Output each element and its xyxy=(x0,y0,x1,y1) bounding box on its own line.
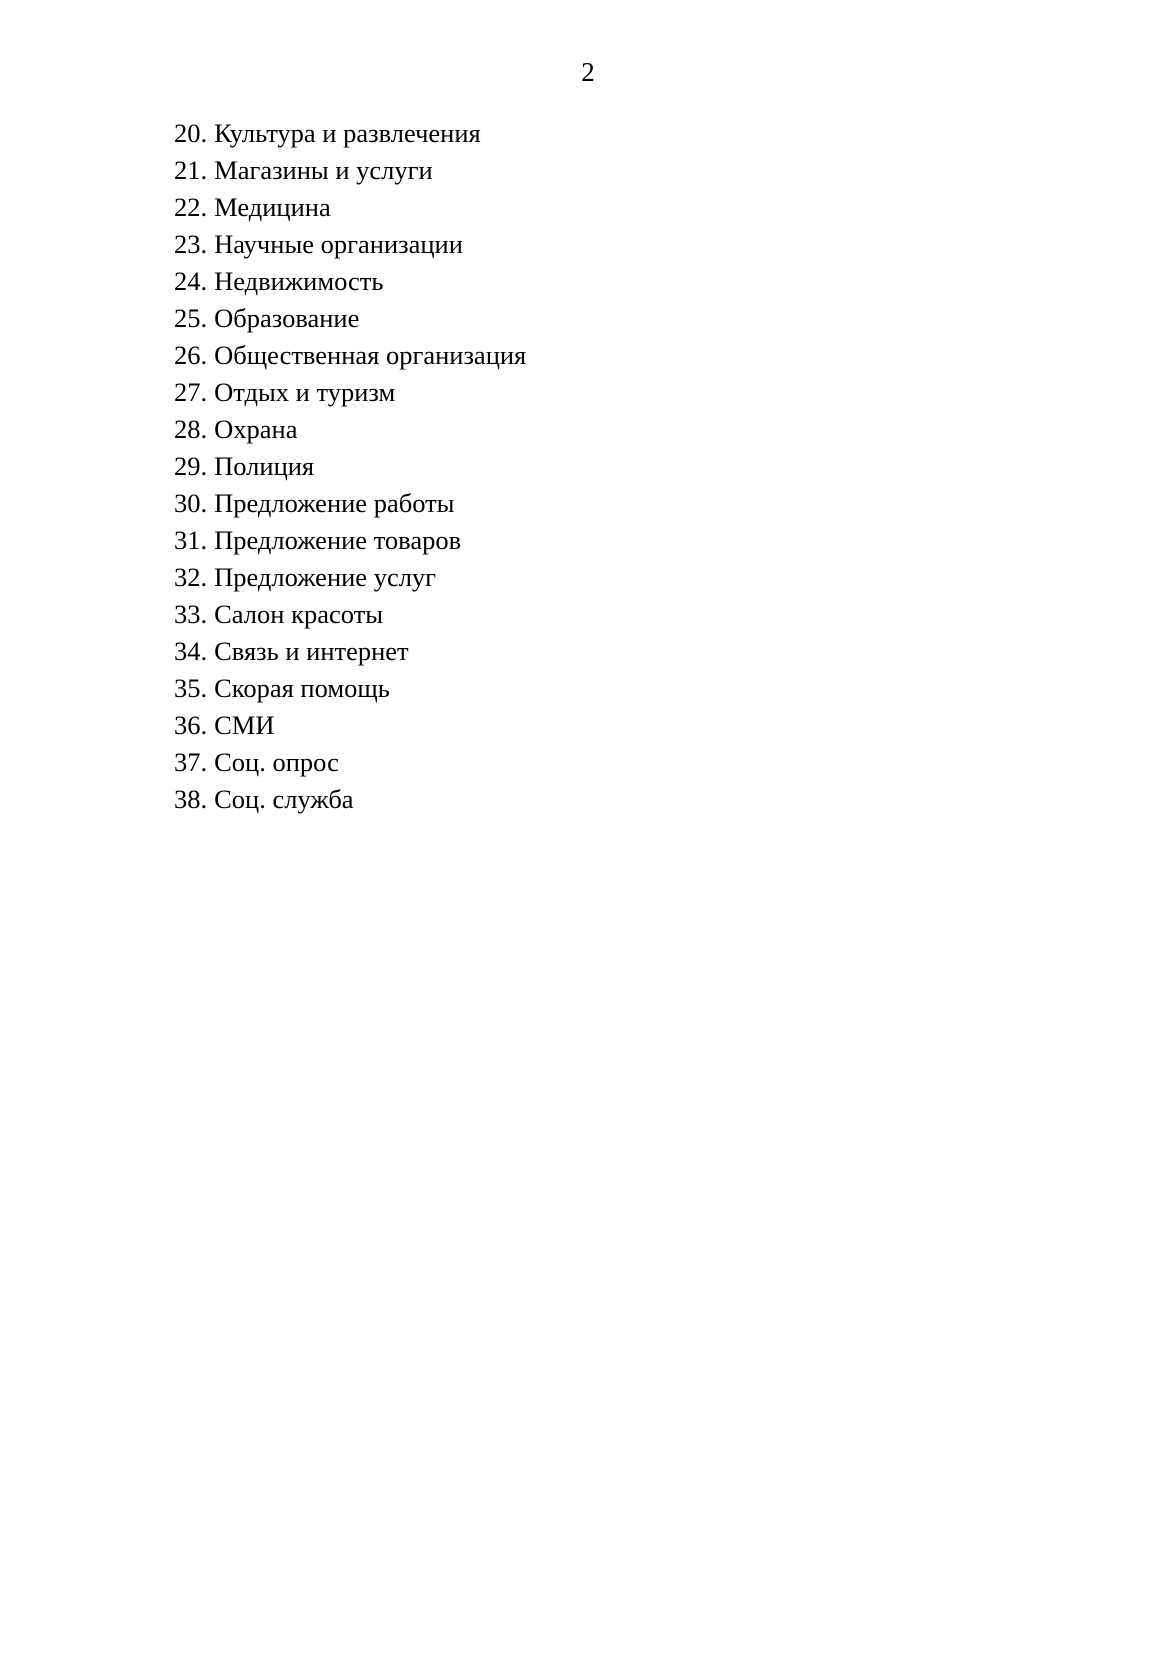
list-item-text: Салон красоты xyxy=(214,599,384,629)
list-item-number: 34. xyxy=(174,636,208,666)
list-item-number: 24. xyxy=(174,266,208,296)
list-item-text: Скорая помощь xyxy=(214,673,390,703)
list-item-number: 21. xyxy=(174,155,208,185)
list-item-number: 31. xyxy=(174,525,208,555)
list-item-text: Предложение товаров xyxy=(214,525,462,555)
list-item xyxy=(174,337,526,374)
list-item-text: Образование xyxy=(214,303,360,333)
list-item-text: Недвижимость xyxy=(214,266,384,296)
list-item xyxy=(174,744,526,781)
list-item xyxy=(174,633,526,670)
list-item xyxy=(174,152,526,189)
list-item-text: Научные организации xyxy=(214,229,463,259)
numbered-list xyxy=(174,115,526,818)
list-item xyxy=(174,189,526,226)
list-item-number: 23. xyxy=(174,229,208,259)
list-item xyxy=(174,522,526,559)
list-item-number: 27. xyxy=(174,377,208,407)
list-item-text: Охрана xyxy=(214,414,298,444)
list-item-text: Общественная организация xyxy=(214,340,527,370)
list-item xyxy=(174,781,526,818)
list-item-number: 30. xyxy=(174,488,208,518)
list-item xyxy=(174,374,526,411)
list-item xyxy=(174,559,526,596)
list-item-text: Культура и развлечения xyxy=(214,118,481,148)
page-number: 2 xyxy=(581,57,595,87)
list-item xyxy=(174,670,526,707)
list-item-number: 29. xyxy=(174,451,208,481)
list-item-text: Соц. опрос xyxy=(214,747,339,777)
list-item-text: СМИ xyxy=(214,710,275,740)
list-item-text: Медицина xyxy=(214,192,331,222)
list-item-text: Предложение услуг xyxy=(214,562,437,592)
list-item-number: 36. xyxy=(174,710,208,740)
list-item-text: Связь и интернет xyxy=(214,636,409,666)
list-item-number: 26. xyxy=(174,340,208,370)
list-item xyxy=(174,707,526,744)
list-item xyxy=(174,411,526,448)
list-item-text: Отдых и туризм xyxy=(214,377,396,407)
list-item-number: 22. xyxy=(174,192,208,222)
list-item-text: Предложение работы xyxy=(214,488,455,518)
list-item xyxy=(174,263,526,300)
list-item xyxy=(174,485,526,522)
list-item-number: 38. xyxy=(174,784,208,814)
list-item-number: 25. xyxy=(174,303,208,333)
list-item-number: 20. xyxy=(174,118,208,148)
list-item xyxy=(174,596,526,633)
list-item-number: 32. xyxy=(174,562,208,592)
list-item-number: 37. xyxy=(174,747,208,777)
list-item-number: 28. xyxy=(174,414,208,444)
list-item xyxy=(174,448,526,485)
list-item xyxy=(174,115,526,152)
list-item-text: Магазины и услуги xyxy=(214,155,433,185)
list-item-number: 35. xyxy=(174,673,208,703)
list-item-text: Соц. служба xyxy=(214,784,354,814)
list-item xyxy=(174,226,526,263)
list-item-number: 33. xyxy=(174,599,208,629)
list-item-text: Полиция xyxy=(214,451,315,481)
list-item xyxy=(174,300,526,337)
